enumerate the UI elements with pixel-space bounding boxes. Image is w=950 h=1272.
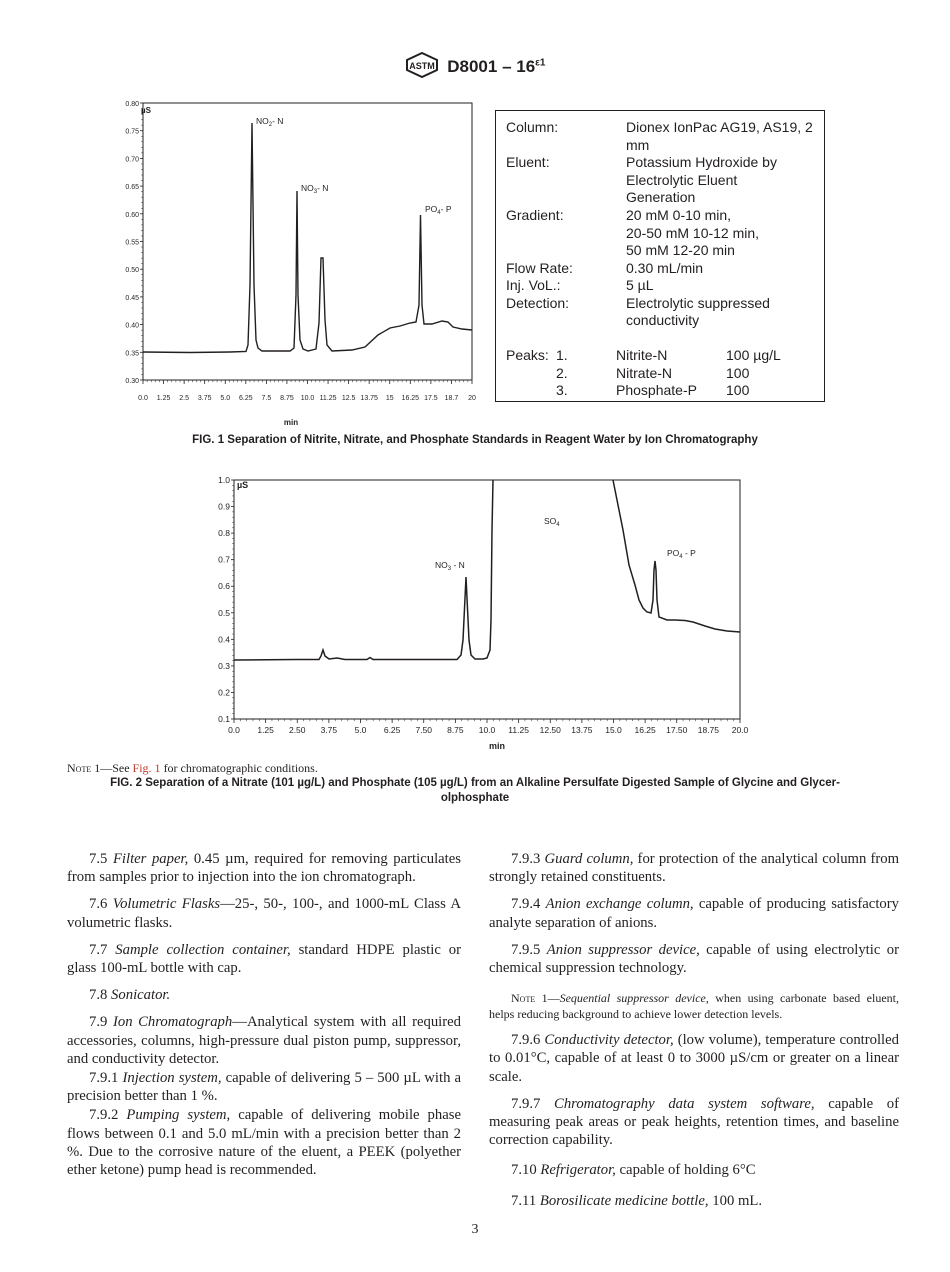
designation: D8001 – 16 [447,56,536,76]
svg-text:NO2- N [256,116,283,128]
svg-text:NO3- N [301,183,328,195]
x-tick-label: 3.75 [197,395,212,402]
no2-rest: - N [272,116,284,126]
fig1-peak-label-no3 [301,183,328,195]
x-tick-label: 1.25 [257,725,274,735]
so4-main: SO [544,516,557,526]
x-tick-label: 8.75 [280,395,294,402]
no3-main: NO [301,183,314,193]
fig2-peak-label-so4 [544,516,560,528]
no3-rest: - N [317,183,329,193]
svg-text:NO3 - N [435,560,465,572]
x-tick-label: 2.5 [179,395,189,402]
section-7-9: 7.9 Ion Chromatograph—Analytical system with all required accessories, columns, high-pressure dual piston pump, suppressor, and conductivity detector. [67,1014,461,1067]
fig1-y-ticks [125,101,143,385]
gradient-line3: 50 mM 12-20 min [626,242,735,258]
fig1-trace [143,123,472,353]
peak-conc: 100 µg/L [726,347,781,363]
svg-text:PO4- P [425,204,452,216]
fig2-trace [234,480,493,660]
po4-sub: 4 [437,210,441,216]
peak-num: 3. [556,382,568,398]
eluent-value: Potassium Hydroxide by Electrolytic Eluent Generation [626,154,777,205]
peak-conc: 100 [726,382,750,398]
y-tick-label: 0.30 [125,378,139,385]
x-tick-label: 17.50 [666,725,688,735]
po4-rest: - P [682,548,696,558]
logo-text: ASTM [408,61,435,71]
fig1-peak-label-no2 [256,116,283,128]
plot-frame [143,103,472,380]
x-tick-label: 7.50 [415,725,433,735]
x-tick-label: 2.50 [288,725,306,735]
note-1-suppressor: Note 1—Sequential suppressor device, when using carbonate based eluent, helps reducing background to achieve lower detection levels. [489,991,899,1021]
y-tick-label: 0.45 [125,294,139,302]
fig1-x-label: min [283,418,299,427]
x-tick-label: 3.75 [320,725,338,735]
no3-sub: 3 [313,189,318,195]
no2-main: NO [256,116,269,126]
fig2-chromatogram [195,470,755,755]
y-tick-label: 0.3 [218,660,230,671]
so4-sub: 4 [556,522,560,528]
fig1-link[interactable]: Fig. 1 [132,761,161,775]
x-tick-label: 18.75 [697,725,720,735]
peak-num: 2. [556,364,568,381]
x-tick-label: 20.0 [731,725,749,735]
fig2-caption-line2: olphosphate [440,792,510,804]
po4-main: PO [667,548,680,558]
note-dash: —See [100,761,133,775]
x-tick-label: 15.0 [605,725,622,735]
y-tick-label: 0.50 [125,267,139,275]
x-tick-label: 16.25 [401,395,420,402]
fig1-peak-label-po4 [425,204,452,216]
fig1-y-unit: µS [141,106,151,115]
note-rest: for chromatographic conditions. [160,761,318,775]
y-tick-label: 0.40 [125,322,139,330]
x-tick-label: 17.5 [424,395,438,402]
x-tick-label: 8.75 [447,725,464,735]
no3-sub: 3 [447,566,452,572]
y-tick-label: 0.5 [218,607,230,618]
column-label: Column: [506,119,559,135]
y-tick-label: 0.35 [125,350,139,358]
fig2-peak-label-po4 [667,548,696,560]
po4-main: PO [425,204,438,214]
no3-main: NO [435,560,448,570]
po4-rest: - P [440,204,452,214]
fig2-peak-label-no3 [435,560,465,572]
fig2-note [67,761,318,776]
fig2-y-ticks [218,475,234,724]
fig2-axes [234,480,740,719]
peak-name: Phosphate-P [616,382,697,398]
y-tick-label: 0.6 [218,581,230,592]
x-tick-label: 6.25 [383,725,401,735]
page-header [0,52,950,83]
svg-text:PO4 - P [667,548,696,560]
section-7-11: 7.11 Borosilicate medicine bottle, 100 mL. [511,1192,763,1209]
x-tick-label: 11.25 [508,725,529,735]
y-tick-label: 0.65 [125,184,139,192]
gradient-label: Gradient: [506,207,564,223]
y-tick-label: 0.8 [218,528,230,539]
right-column [489,850,899,1219]
fig1-conditions-box [495,110,825,402]
astm-logo-icon [405,52,439,83]
y-tick-label: 0.9 [218,501,230,512]
gradient-line1: 20 mM 0-10 min, [626,207,732,223]
y-tick-label: 0.80 [125,101,139,108]
x-tick-label: 12.50 [539,725,561,735]
fig2-y-unit: µS [237,480,249,490]
fig1-x-ticks [138,380,476,402]
x-tick-label: 5.0 [220,395,231,402]
detection-label: Detection: [506,294,570,311]
page-number: 3 [471,1222,479,1237]
y-tick-label: 0.70 [125,156,139,164]
no2-sub: 2 [268,122,273,128]
plot-frame [234,480,740,719]
fig1-axes [143,103,472,380]
y-tick-label: 0.4 [218,634,230,645]
po4-sub: 4 [679,554,683,560]
section-7-9-5: 7.9.5 Anion suppressor device, capable of using electrolytic or chemical suppression technology. [489,941,900,977]
inj-value: 5 µL [626,277,654,293]
x-tick-label: 12.5 [341,395,356,402]
x-tick-label: 10.0 [478,725,496,735]
x-tick-label: 20 [468,395,476,402]
y-tick-label: 0.7 [218,554,230,565]
section-7-9-4: 7.9.4 Anion exchange column, capable of producing satisfactory analyte separation of anions. [489,896,899,931]
section-7-10: 7.10 Refrigerator, capable of holding 6°C [511,1162,756,1179]
flow-value: 0.30 mL/min [626,259,704,276]
section-7-9-1: 7.9.1 Injection system, capable of delivering 5 – 500 µL with a precision better than 1 %. [67,1070,462,1105]
section-7-5: 7.5 Filter paper, 0.45 µm, required for removing particulates from samples prior to injection into the ion chromatograph. [67,851,461,886]
fig2-x-label: min [488,741,506,751]
epsilon-superscript: ε1 [535,57,546,69]
section-7-7: 7.7 Sample collection container, standard HDPE plastic or glass 100-mL bottle with cap. [67,941,462,977]
peak-name: Nitrate-N [616,364,673,381]
x-tick-label: 10.0 [300,395,315,402]
fig1-caption: FIG. 1 Separation of Nitrite, Nitrate, and Phosphate Standards in Reagent Water by Ion Chromatography [192,434,758,446]
x-tick-label: 1.25 [156,395,171,402]
section-7-9-6: 7.9.6 Conductivity detector, (low volume), temperature controlled to 0.01°C, capable of at least 0 to 3000 µS/cm or greater on a linear scale. [489,1032,899,1085]
section-7-9-2: 7.9.2 Pumping system, capable of delivering mobile phase flows between 0.1 and 5.0 mL/min with a precision better than 2 %. Due to the corrosive nature of the eluent, a PEEK (polyether ether ketone) pump head is recommended. [67,1107,461,1179]
no3-rest: - N [451,560,465,570]
x-tick-label: 11.25 [319,395,337,402]
x-tick-label: 15 [385,395,394,402]
x-tick-label: 7.5 [261,395,272,402]
x-tick-label: 13.75 [360,395,378,402]
section-7-8: 7.8 Sonicator. [89,987,171,1004]
peak-name: Nitrite-N [616,347,668,363]
fig2-caption-line1: FIG. 2 Separation of a Nitrate (101 µg/L) and Phosphate (105 µg/L) from an Alkaline Persulfate Digested Sample of Glycine and Glycer- [110,777,840,789]
svg-text:SO4 [544,516,560,528]
x-tick-label: 0.0 [138,395,148,402]
x-tick-label: 13.75 [571,725,593,735]
peak-conc: 100 [726,364,750,381]
note-prefix: Note 1 [67,761,101,775]
x-tick-label: 0.0 [228,725,240,735]
peak-num: 1. [556,347,568,363]
detection-value: Electrolytic suppressed conductivity [626,294,770,328]
x-tick-label: 6.25 [239,395,253,402]
x-tick-label: 5.0 [354,725,367,735]
left-column [67,850,461,1180]
x-tick-label: 16.25 [634,725,656,735]
inj-label: Inj. VoL.: [506,277,561,293]
section-7-9-7: 7.9.7 Chromatography data system software, capable of measuring peak areas or peak heights, retention times, and baseline correction capability. [489,1095,899,1149]
y-tick-label: 0.2 [218,687,230,698]
y-tick-label: 0.60 [125,211,139,219]
y-tick-label: 0.75 [125,128,139,136]
peaks-label: Peaks: [506,347,549,363]
fig2-caption [0,776,950,806]
eluent-label: Eluent: [506,154,550,170]
flow-label: Flow Rate: [506,259,573,276]
fig2-x-ticks [228,719,748,735]
fig1-chromatogram [110,95,490,430]
y-tick-label: 0.1 [218,714,230,724]
y-tick-label: 1.0 [218,475,230,485]
column-value: Dionex IonPac AG19, AS19, 2 mm [626,119,813,153]
section-7-9-3: 7.9.3 Guard column, for protection of the analytical column from strongly retained constituents. [489,851,900,886]
y-tick-label: 0.55 [125,239,139,247]
section-7-6: 7.6 Volumetric Flasks—25-, 50-, 100-, and 1000-mL Class A volumetric flasks. [67,896,462,931]
x-tick-label: 18.7 [444,395,459,402]
gradient-line2: 20-50 mM 10-12 min, [626,224,760,241]
